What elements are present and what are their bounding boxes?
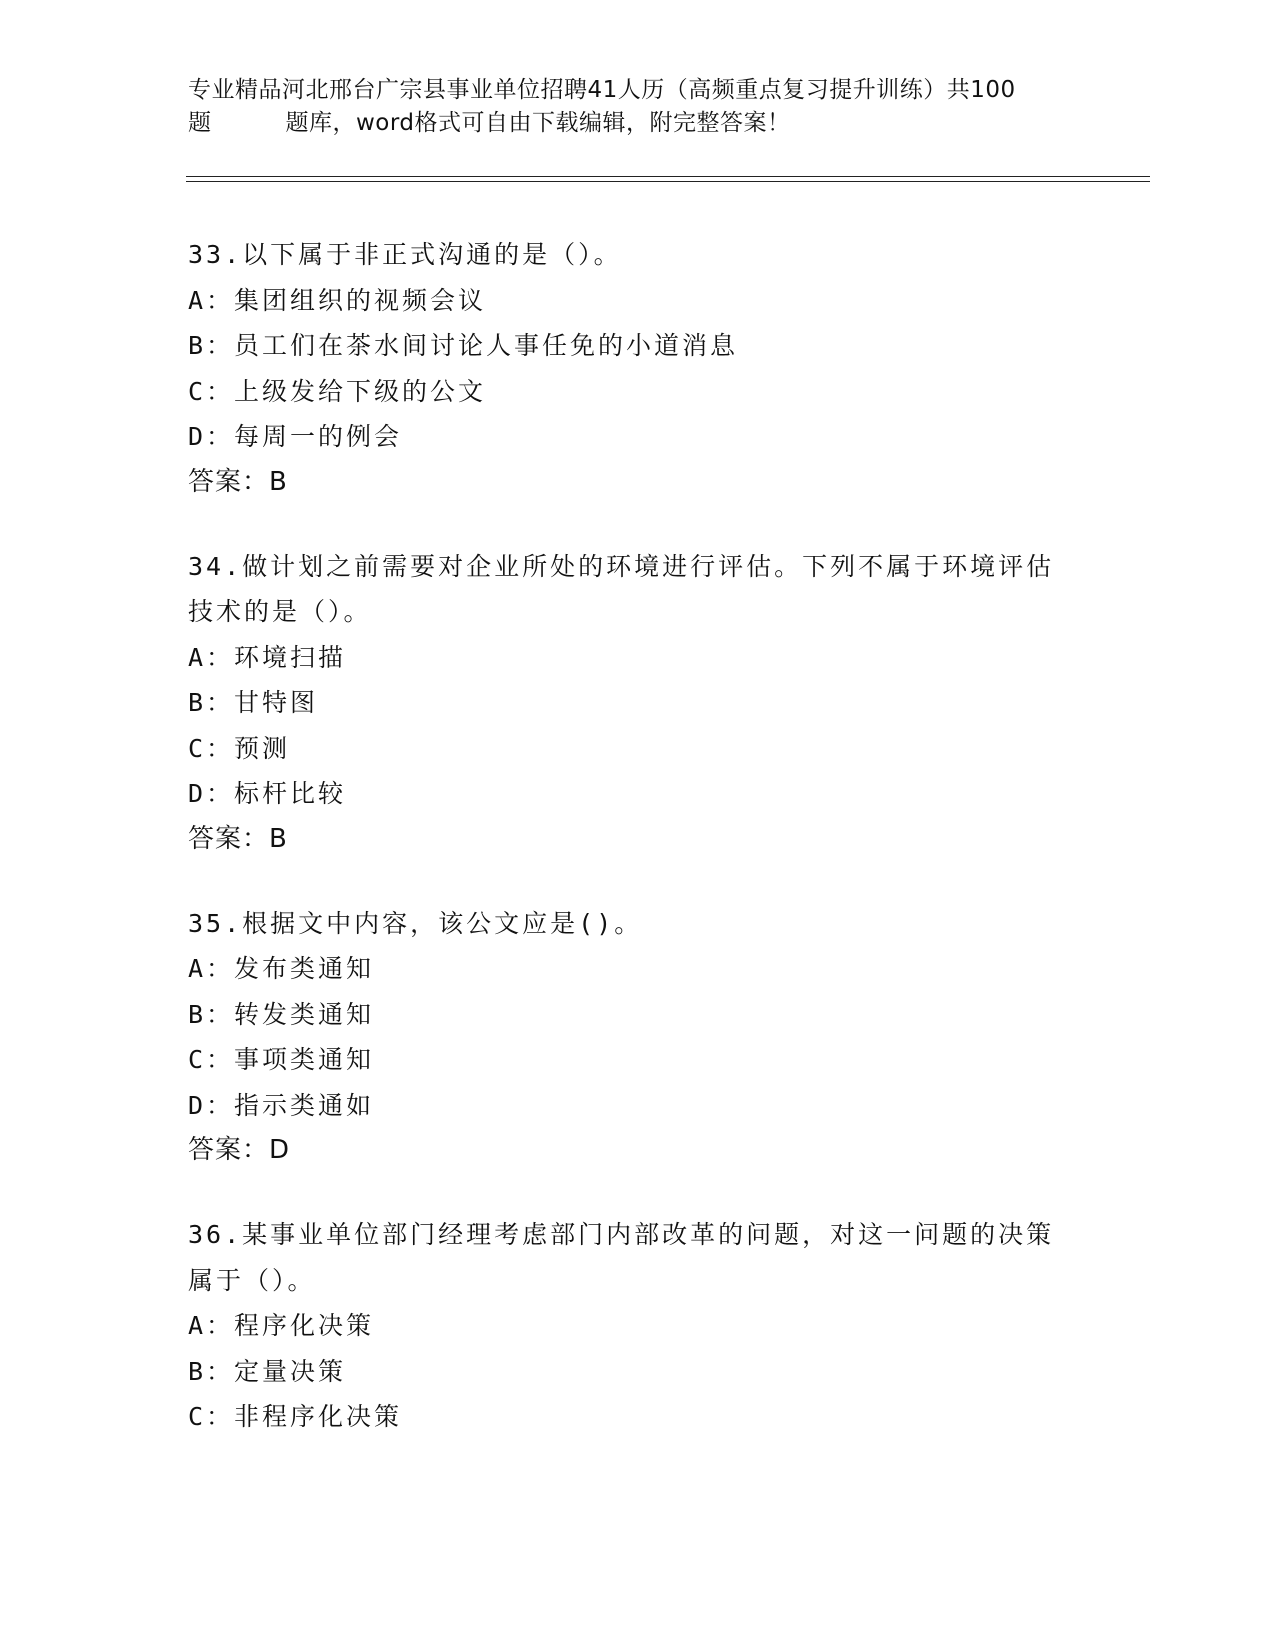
question-text-continued: 技术的是（）。 [188, 597, 372, 626]
option-a: A：环境扫描 [188, 642, 347, 672]
option-a: A：程序化决策 [188, 1311, 375, 1340]
question-list [188, 232, 1088, 1479]
option-b: B：转发类通知 [188, 999, 375, 1029]
option-b: B：定量决策 [188, 1356, 347, 1386]
header-title-fragment: 题 [188, 110, 212, 136]
option-b: B：甘特图 [188, 688, 319, 717]
option-c: C：非程序化决策 [188, 1402, 403, 1431]
header-title-line-1: 专业精品河北邢台广宗县事业单位招聘41人历（高频重点复习提升训练）共100 [188, 77, 1016, 103]
option-c: C：上级发给下级的公文 [188, 376, 487, 406]
header-title-line-2 [188, 107, 1068, 140]
option-a: A：发布类通知 [188, 954, 375, 983]
question-text: 34.做计划之前需要对企业所处的环境进行评估。下列不属于环境评估 [188, 551, 1055, 581]
option-b: B：员工们在茶水间讨论人事任免的小道消息 [188, 331, 739, 360]
option-c: C：事项类通知 [188, 1045, 375, 1074]
document-header [188, 74, 1068, 140]
question-text: 33.以下属于非正式沟通的是（）。 [188, 240, 622, 269]
option-d: D：标杆比较 [188, 779, 347, 808]
answer: 答案：B [188, 823, 288, 854]
question-36 [188, 1212, 1088, 1440]
option-d: D：每周一的例会 [188, 422, 403, 451]
question-33 [188, 232, 1088, 505]
question-text: 36.某事业单位部门经理考虑部门内部改革的问题，对这一问题的决策 [188, 1220, 1055, 1249]
question-text: 35.根据文中内容，该公文应是()。 [188, 908, 643, 938]
question-34 [188, 544, 1088, 862]
option-d: D：指示类通如 [188, 1090, 375, 1120]
header-divider-bottom [186, 181, 1150, 182]
option-c: C：预测 [188, 733, 291, 763]
header-title-fragment: 题库，word格式可自由下载编辑，附完整答案！ [285, 110, 791, 136]
option-a: A：集团组织的视频会议 [188, 285, 487, 315]
question-text-continued: 属于（）。 [188, 1265, 316, 1295]
question-35 [188, 901, 1088, 1174]
answer: 答案：B [188, 466, 288, 497]
header-divider-top [186, 176, 1150, 177]
answer: 答案：D [188, 1135, 291, 1165]
